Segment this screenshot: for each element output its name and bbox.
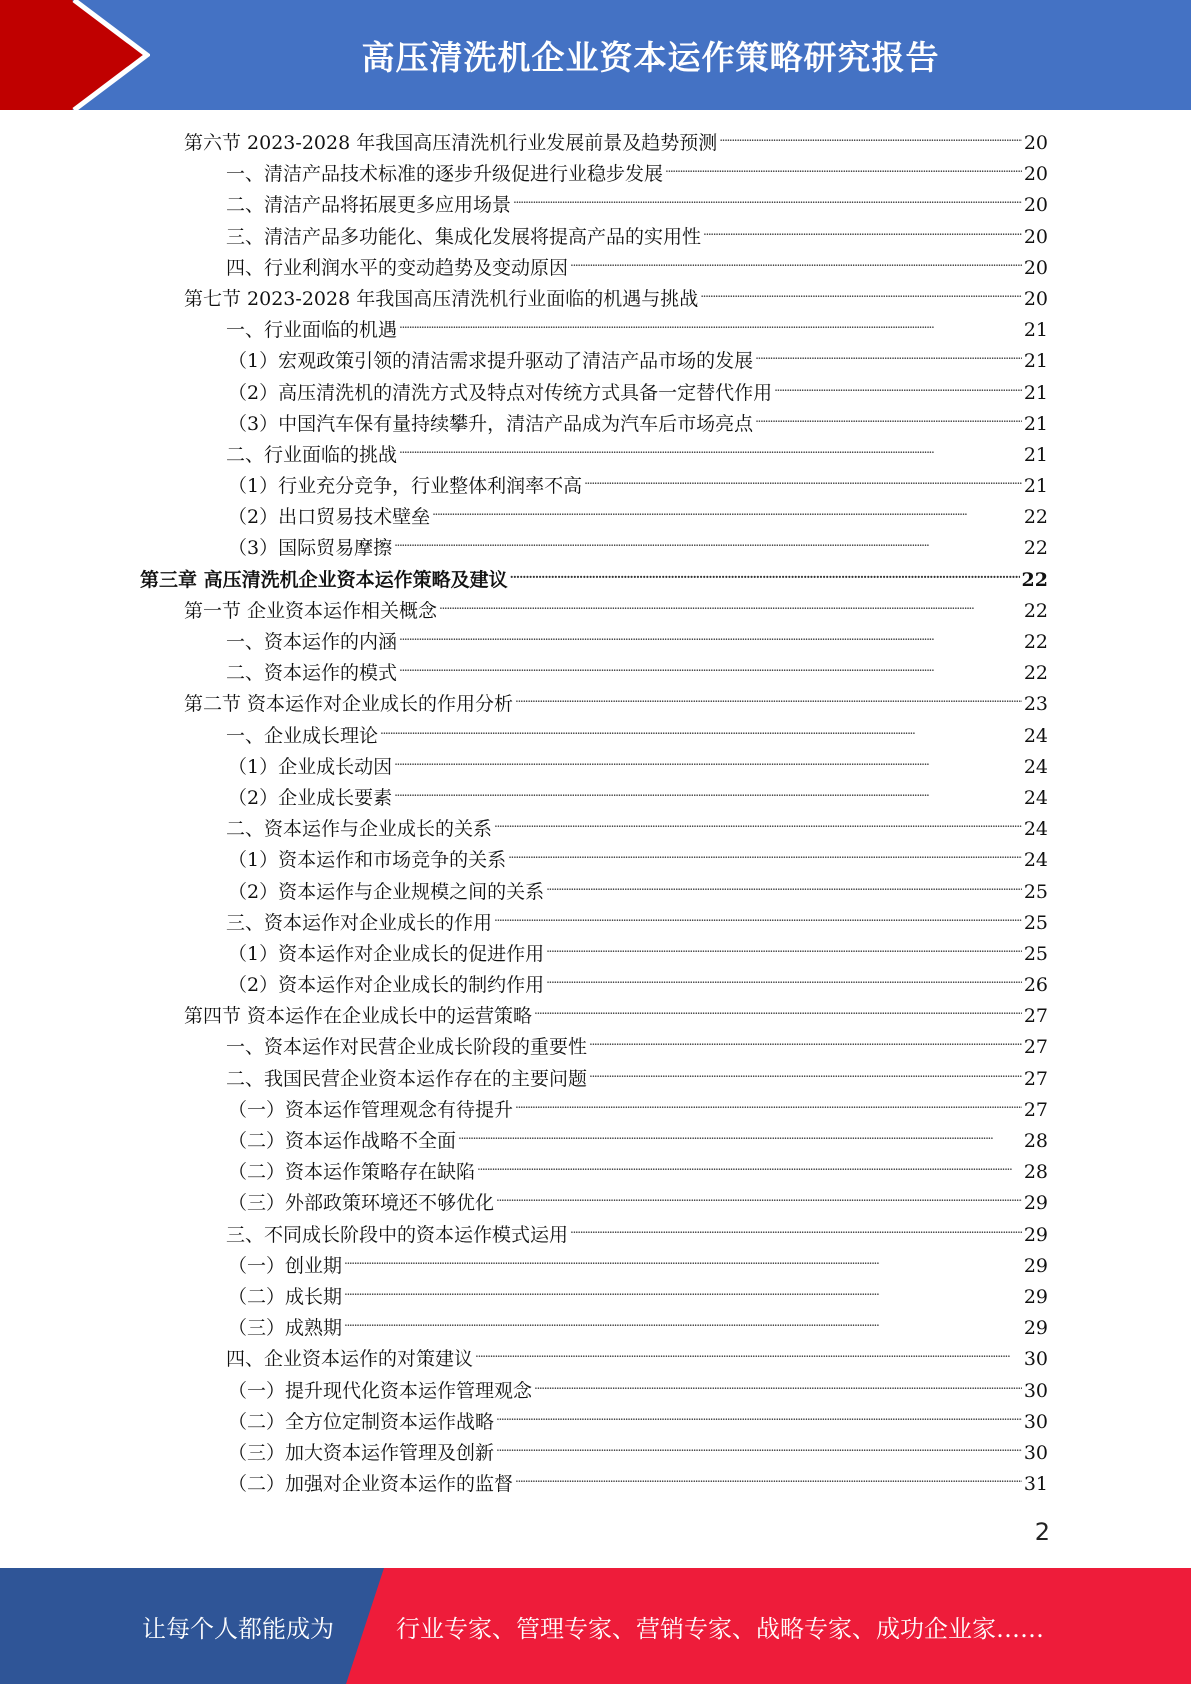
toc-entry-title: 四、企业资本运作的对策建议 [226,1348,474,1371]
toc-entry-page: 29 [1023,1192,1048,1215]
toc-entry[interactable] [140,970,1048,1001]
toc-dot-leader [380,723,1022,742]
toc-entry-page: 26 [1023,974,1048,997]
toc-entry[interactable] [140,658,1048,689]
toc-entry[interactable] [140,315,1048,346]
toc-entry-page: 27 [1023,1005,1048,1028]
toc-dot-leader [394,785,1022,804]
toc-entry-title: （一）创业期 [228,1254,343,1277]
toc-entry[interactable] [140,1376,1048,1407]
toc-entry-page: 28 [1023,1130,1048,1152]
toc-entry-page: 21 [1023,319,1048,342]
toc-entry[interactable] [140,409,1048,440]
toc-dot-leader [439,598,1022,617]
toc-entry-title: 二、资本运作的模式 [226,662,398,685]
toc-entry-page: 21 [1023,412,1048,435]
toc-dot-leader [755,411,1022,430]
toc-entry-title: （1）宏观政策引领的清洁需求提升驱动了清洁产品市场的发展 [228,350,754,373]
toc-entry[interactable] [140,783,1048,814]
toc-entry-title: 第四节 资本运作在企业成长中的运营策略 [184,1005,533,1028]
toc-entry-title: 三、清洁产品多功能化、集成化发展将提高产品的实用性 [226,225,702,248]
toc-entry[interactable] [140,128,1048,159]
toc-entry-title: 第二节 资本运作对企业成长的作用分析 [184,693,514,716]
toc-entry-title: （2）资本运作对企业成长的制约作用 [228,974,545,997]
toc-entry-title: 一、企业成长理论 [226,724,379,747]
toc-entry[interactable] [140,1095,1048,1126]
toc-entry-page: 30 [1023,1441,1048,1464]
toc-dot-leader [458,1128,1022,1147]
toc-entry-title: 一、资本运作对民营企业成长阶段的重要性 [226,1036,588,1059]
toc-entry-page: 28 [1023,1161,1048,1184]
toc-dot-leader [546,879,1022,898]
toc-entry[interactable] [140,1282,1048,1313]
toc-dot-leader [546,941,1022,960]
toc-dot-leader [394,535,1022,554]
toc-dot-leader [399,629,1022,648]
red-arrow-decoration [0,0,150,110]
toc-entry-title: 二、行业面临的挑战 [226,443,398,466]
page-number: 2 [1034,1518,1050,1546]
toc-entry-page: 27 [1023,1067,1048,1090]
toc-entry-page: 24 [1023,724,1048,747]
toc-entry-page: 22 [1023,537,1048,560]
toc-entry[interactable] [140,471,1048,502]
toc-entry[interactable] [140,1313,1048,1344]
toc-entry-page: 25 [1023,942,1048,965]
toc-entry[interactable] [140,533,1048,564]
toc-entry[interactable] [140,752,1048,783]
toc-dot-leader [496,1190,1022,1209]
toc-entry-page: 24 [1023,818,1048,841]
toc-dot-leader [344,1284,1022,1303]
toc-dot-leader [496,1409,1022,1428]
toc-entry-title: 二、资本运作与企业成长的关系 [226,818,493,841]
toc-entry-title: （1）资本运作和市场竞争的关系 [228,849,507,872]
toc-dot-leader [700,286,1022,305]
toc-entry[interactable] [140,689,1048,720]
toc-entry[interactable] [140,565,1048,596]
toc-dot-leader [515,1471,1022,1490]
toc-entry[interactable] [140,1251,1048,1282]
toc-dot-leader [394,754,1022,773]
toc-entry[interactable] [140,721,1048,752]
toc-entry[interactable] [140,1157,1048,1188]
toc-dot-leader [508,847,1022,866]
toc-entry-page: 20 [1023,194,1048,217]
toc-entry-title: 二、清洁产品将拓展更多应用场景 [226,194,512,217]
toc-dot-leader [399,317,1022,336]
toc-entry-page: 31 [1023,1473,1048,1496]
toc-dot-leader [570,1222,1022,1241]
toc-entry-page: 22 [1023,662,1048,685]
toc-entry-title: 三、不同成长阶段中的资本运作模式运用 [226,1223,569,1246]
toc-dot-leader [515,1097,1022,1116]
toc-entry[interactable] [140,627,1048,658]
toc-entry[interactable] [140,814,1048,845]
toc-entry-page: 25 [1023,880,1048,903]
toc-entry[interactable] [140,845,1048,876]
toc-entry-page: 22 [1023,506,1048,529]
toc-dot-leader [534,1378,1022,1397]
toc-entry-page: 29 [1023,1254,1048,1277]
toc-dot-leader [570,255,1022,274]
toc-entry[interactable] [140,1407,1048,1438]
toc-dot-leader [494,816,1022,835]
toc-entry[interactable] [140,253,1048,284]
table-of-contents [140,128,1048,1500]
toc-entry[interactable] [140,440,1048,471]
footer-slogan-right: 行业专家、管理专家、营销专家、战略专家、成功企业家…… [396,1614,1044,1643]
toc-entry-title: （3）国际贸易摩擦 [228,537,393,560]
toc-dot-leader [475,1346,1022,1365]
toc-dot-leader [494,910,1022,929]
toc-entry-page: 24 [1023,786,1048,809]
toc-entry[interactable] [140,1126,1048,1157]
toc-entry[interactable] [140,346,1048,377]
toc-entry-title: （一）提升现代化资本运作管理观念 [228,1379,533,1402]
toc-entry-page: 29 [1023,1285,1048,1308]
toc-dot-leader [515,691,1022,710]
toc-dot-leader [513,192,1022,211]
toc-entry-page: 25 [1023,911,1048,934]
toc-entry-page: 27 [1023,1036,1048,1059]
toc-dot-leader [589,1066,1022,1085]
toc-entry[interactable] [140,1032,1048,1063]
toc-dot-leader [719,130,1022,149]
toc-entry[interactable] [140,284,1048,315]
toc-dot-leader [665,161,1022,180]
toc-entry-title: （一）资本运作管理观念有待提升 [228,1098,514,1121]
toc-entry[interactable] [140,1188,1048,1219]
toc-entry-title: 第一节 企业资本运作相关概念 [184,599,438,622]
toc-entry-page: 21 [1023,381,1048,404]
footer-slogan-left: 让每个人都能成为 [142,1614,334,1643]
toc-entry-page: 21 [1023,350,1048,373]
toc-dot-leader [496,1440,1022,1459]
toc-entry-page: 24 [1023,849,1048,872]
toc-entry-page: 30 [1023,1379,1048,1402]
toc-entry-title: （1）资本运作对企业成长的促进作用 [228,942,545,965]
document-title: 高压清洗机企业资本运作策略研究报告 [361,37,940,77]
toc-entry-page: 30 [1023,1348,1048,1371]
toc-entry-page: 30 [1023,1410,1048,1433]
toc-entry-title: （二）成长期 [228,1285,343,1308]
toc-entry[interactable] [140,190,1048,221]
toc-entry-title: 第六节 2023-2028 年我国高压清洗机行业发展前景及趋势预测 [184,132,718,154]
toc-dot-leader [344,1253,1022,1272]
toc-entry-title: （2）资本运作与企业规模之间的关系 [228,880,545,903]
toc-entry-page: 20 [1023,256,1048,279]
toc-dot-leader [703,224,1022,243]
toc-entry-page: 20 [1023,287,1048,310]
toc-entry[interactable] [140,378,1048,409]
toc-entry-title: （1）行业充分竞争，行业整体利润率不高 [228,475,583,498]
toc-entry-title: （2）高压清洗机的清洗方式及特点对传统方式具备一定替代作用 [228,381,773,404]
toc-entry[interactable] [140,1438,1048,1469]
footer-banner [0,1568,1191,1684]
toc-entry-title: （三）外部政策环境还不够优化 [228,1192,495,1215]
toc-entry-page: 27 [1023,1098,1048,1121]
toc-dot-leader [344,1315,1022,1334]
header-banner [0,0,1191,110]
toc-entry-title: （三）成熟期 [228,1317,343,1340]
toc-entry[interactable] [140,1064,1048,1095]
toc-entry-page: 20 [1023,132,1048,154]
toc-entry-title: （二）全方位定制资本运作战略 [228,1410,495,1433]
toc-entry-title: 二、我国民营企业资本运作存在的主要问题 [226,1067,588,1090]
toc-entry-page: 23 [1023,693,1048,716]
toc-entry-title: （2）企业成长要素 [228,786,393,809]
toc-dot-leader [534,1003,1022,1022]
toc-entry-title: （二）资本运作策略存在缺陷 [228,1161,476,1184]
toc-entry[interactable] [140,502,1048,533]
toc-entry-title: （二）加强对企业资本运作的监督 [228,1473,514,1496]
toc-dot-leader [546,972,1022,991]
toc-entry[interactable] [140,159,1048,190]
toc-entry[interactable] [140,1344,1048,1375]
toc-entry-title: （1）企业成长动因 [228,755,393,778]
toc-dot-leader [477,1159,1022,1178]
toc-entry[interactable] [140,222,1048,253]
toc-dot-leader [774,380,1022,399]
toc-entry[interactable] [140,939,1048,970]
toc-entry-page: 24 [1023,755,1048,778]
toc-entry-page: 20 [1023,163,1048,186]
toc-entry-page: 21 [1023,475,1048,498]
toc-entry[interactable] [140,877,1048,908]
toc-entry-title: 第七节 2023-2028 年我国高压清洗机行业面临的机遇与挑战 [184,287,699,310]
toc-entry-title: （三）加大资本运作管理及创新 [228,1441,495,1464]
toc-entry-title: 三、资本运作对企业成长的作用 [226,911,493,934]
toc-dot-leader [432,504,1022,523]
toc-dot-leader [755,348,1022,367]
toc-entry[interactable] [140,1001,1048,1032]
toc-entry[interactable] [140,1469,1048,1500]
toc-entry-page: 29 [1023,1223,1048,1246]
toc-entry-page: 29 [1023,1317,1048,1340]
toc-entry-title: 一、行业面临的机遇 [226,319,398,342]
toc-entry-title: （2）出口贸易技术壁垒 [228,506,431,529]
toc-dot-leader [510,567,1020,586]
toc-entry-title: 第三章 高压清洗机企业资本运作策略及建议 [140,568,508,591]
toc-dot-leader [589,1034,1022,1053]
toc-entry-page: 22 [1023,631,1048,653]
toc-entry-title: （3）中国汽车保有量持续攀升，清洁产品成为汽车后市场亮点 [228,412,754,435]
toc-entry-title: 一、资本运作的内涵 [226,631,398,653]
toc-dot-leader [399,660,1022,679]
toc-dot-leader [399,442,1022,461]
toc-entry-page: 21 [1023,443,1048,466]
toc-entry-page: 20 [1023,225,1048,248]
toc-entry-page: 22 [1023,599,1048,622]
toc-entry-title: 四、行业利润水平的变动趋势及变动原因 [226,256,569,279]
toc-entry[interactable] [140,596,1048,627]
toc-entry-title: （二）资本运作战略不全面 [228,1130,457,1152]
toc-entry-page: 22 [1021,568,1048,591]
toc-entry-title: 一、清洁产品技术标准的逐步升级促进行业稳步发展 [226,163,664,186]
toc-entry[interactable] [140,1220,1048,1251]
toc-entry[interactable] [140,908,1048,939]
toc-dot-leader [584,473,1022,492]
